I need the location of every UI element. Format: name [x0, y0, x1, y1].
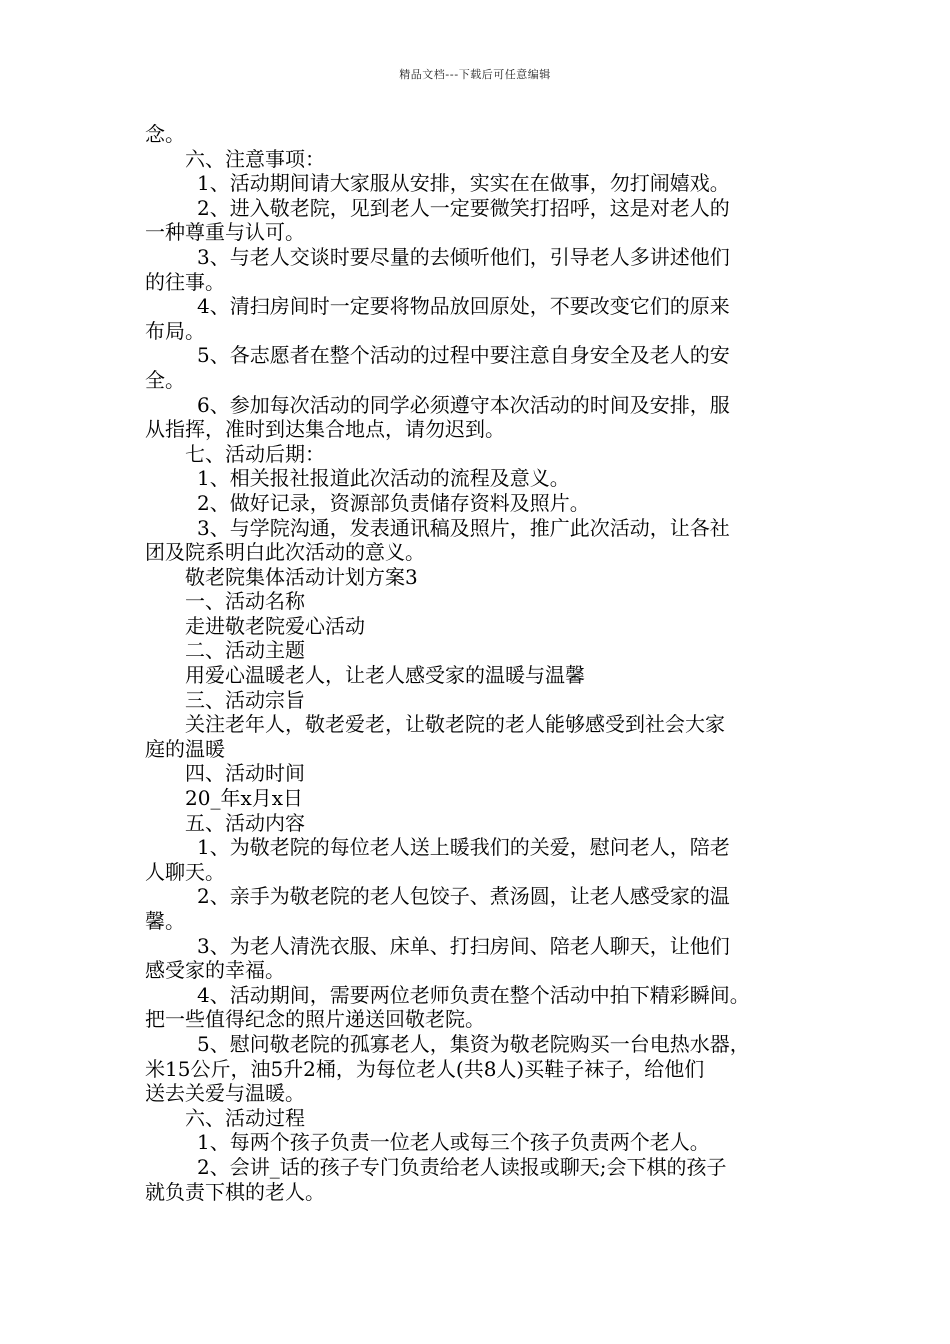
- text-line: 3、与老人交谈时要尽量的去倾听他们，引导老人多讲述他们: [197, 244, 730, 269]
- text-line: 3、与学院沟通，发表通讯稿及照片，推广此次活动，让各社: [197, 515, 730, 540]
- text-line: 从指挥，准时到达集合地点，请勿迟到。: [145, 417, 505, 442]
- text-line: 四、活动时间: [185, 761, 305, 786]
- text-line: 送去关爱与温暖。: [145, 1081, 305, 1106]
- text-line: 一种尊重与认可。: [145, 220, 305, 245]
- text-line: 20_年x月x日: [185, 786, 304, 811]
- text-line: 1、活动期间请大家服从安排，实实在在做事，勿打闹嬉戏。: [197, 171, 730, 196]
- text-line: 2、进入敬老院，见到老人一定要微笑打招呼，这是对老人的: [197, 195, 730, 220]
- text-line: 5、各志愿者在整个活动的过程中要注意自身安全及老人的安: [197, 343, 730, 368]
- text-line: 1、为敬老院的每位老人送上暖我们的关爱，慰问老人，陪老: [197, 835, 730, 860]
- text-line: 1、每两个孩子负责一位老人或每三个孩子负责两个老人。: [197, 1130, 710, 1155]
- text-line: 4、清扫房间时一定要将物品放回原处，不要改变它们的原来: [197, 294, 730, 319]
- text-line: 4、活动期间，需要两位老师负责在整个活动中拍下精彩瞬间。: [197, 982, 750, 1007]
- text-line: 1、相关报社报道此次活动的流程及意义。: [197, 466, 570, 491]
- text-line: 三、活动宗旨: [185, 687, 305, 712]
- text-line: 2、亲手为敬老院的老人包饺子、煮汤圆，让老人感受家的温: [197, 884, 730, 909]
- text-line: 庭的温暖: [145, 736, 225, 761]
- text-line: 六、活动过程: [185, 1105, 305, 1130]
- text-line: 3、为老人清洗衣服、床单、打扫房间、陪老人聊天，让他们: [197, 933, 730, 958]
- text-line: 用爱心温暖老人，让老人感受家的温暖与温馨: [185, 663, 585, 688]
- text-line: 二、活动主题: [185, 638, 305, 663]
- text-line: 就负责下棋的老人。: [145, 1179, 325, 1204]
- text-line: 5、慰问敬老院的孤寡老人，集资为敬老院购买一台电热水器，: [197, 1031, 750, 1056]
- text-line: 6、参加每次活动的同学必须遵守本次活动的时间及安排，服: [197, 392, 730, 417]
- text-line: 馨。: [145, 909, 185, 933]
- text-line: 团及院系明白此次活动的意义。: [145, 540, 425, 565]
- text-line: 走进敬老院爱心活动: [185, 613, 365, 638]
- text-line: 的往事。: [145, 269, 225, 294]
- document-body: [145, 122, 813, 1204]
- text-line: 布局。: [145, 318, 205, 343]
- text-line: 一、活动名称: [185, 589, 305, 614]
- text-line: 感受家的幸福。: [145, 958, 285, 983]
- text-line: 米15公斤，油5升2桶，为每位老人(共8人)买鞋子袜子，给他们: [145, 1056, 705, 1081]
- text-line: 关注老年人，敬老爱老，让敬老院的老人能够感受到社会大家: [185, 712, 725, 737]
- text-line: 2、做好记录，资源部负责储存资料及照片。: [197, 490, 590, 515]
- text-line: 全。: [145, 367, 185, 392]
- text-line: 念。: [145, 122, 185, 146]
- text-line: 六、注意事项：: [185, 146, 325, 171]
- text-line: 人聊天。: [145, 859, 225, 884]
- text-line: 五、活动内容: [185, 810, 305, 835]
- text-line: 敬老院集体活动计划方案3: [185, 564, 418, 589]
- text-line: 把一些值得纪念的照片递送回敬老院。: [145, 1007, 485, 1032]
- text-line: 2、会讲_话的孩子专门负责给老人读报或聊天;会下棋的孩子: [197, 1154, 727, 1179]
- text-line: 七、活动后期：: [185, 441, 325, 466]
- page-header: 精品文档---下载后可任意编辑: [399, 68, 551, 81]
